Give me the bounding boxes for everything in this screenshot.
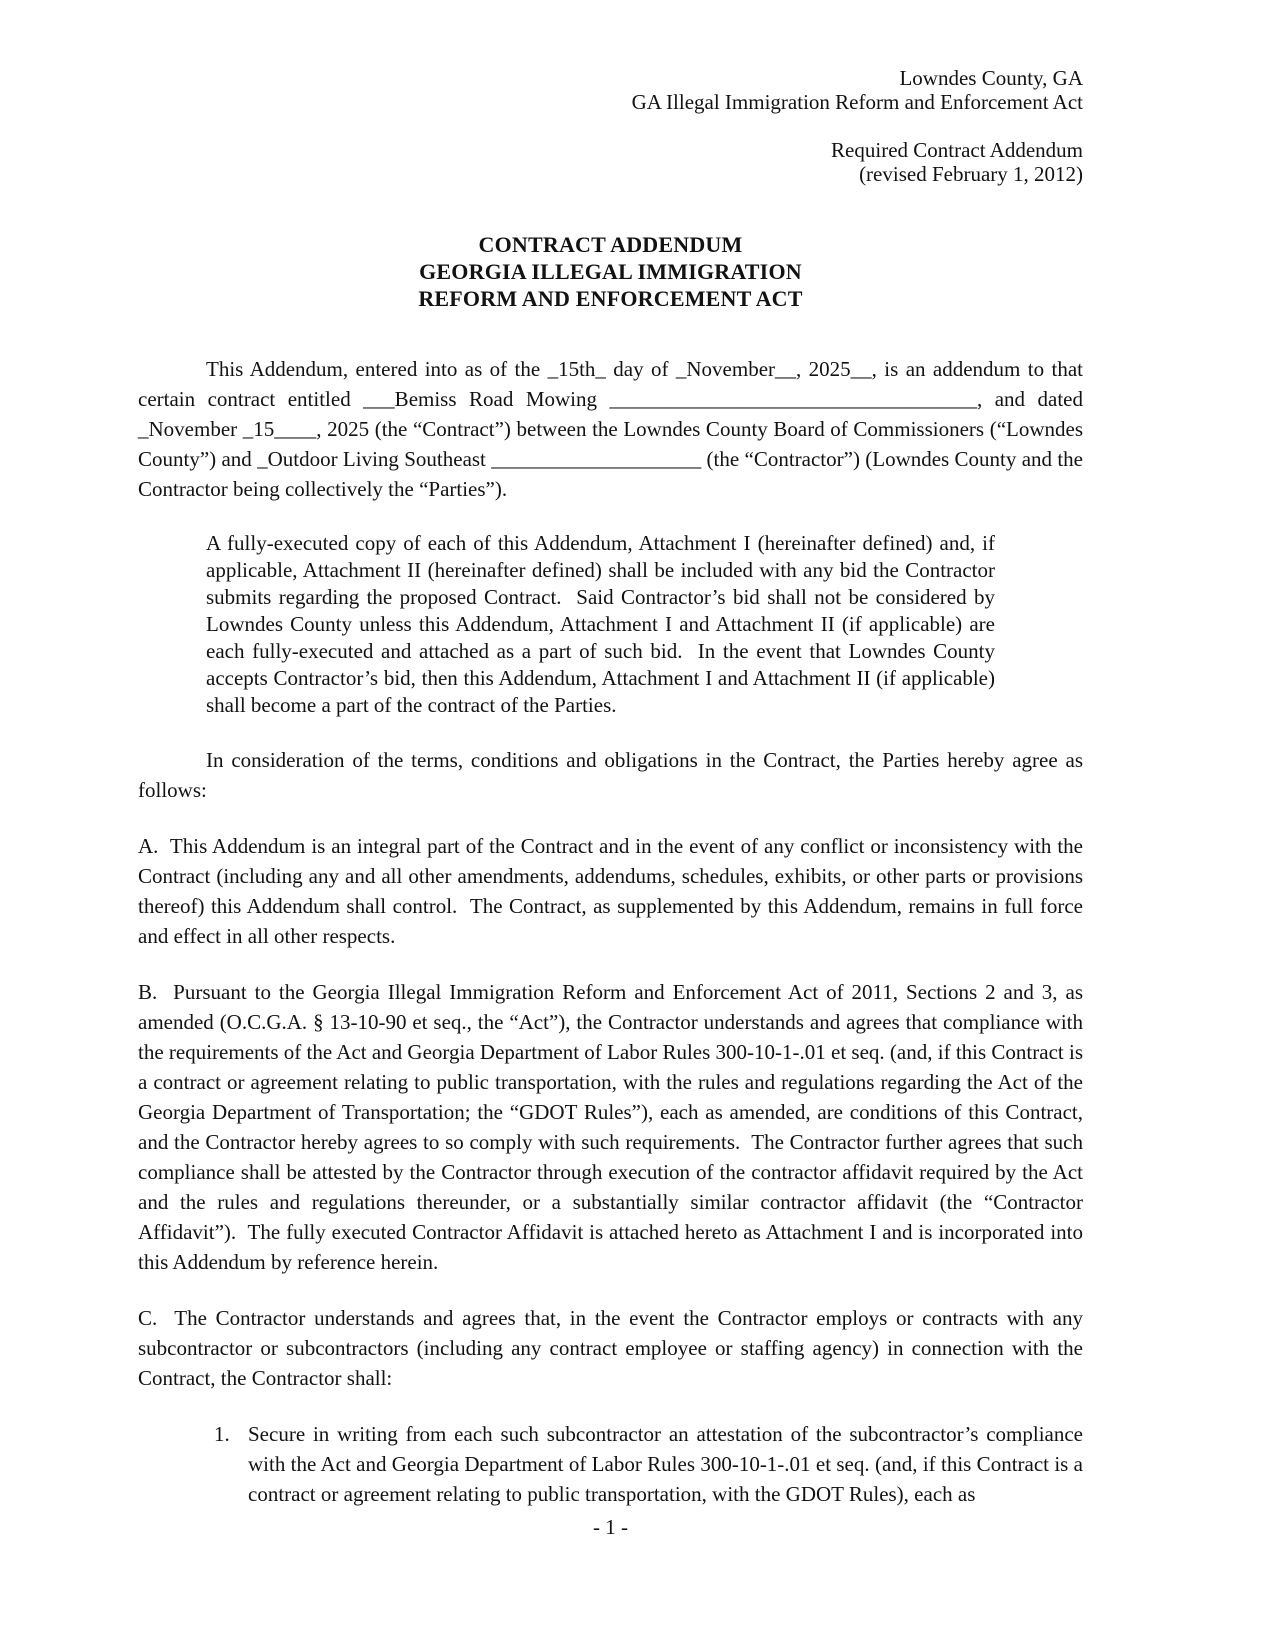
bid-requirements-paragraph: A fully-executed copy of each of this Addendum, Attachment I (hereinafter defined) and, if applicable, Attachment II (hereinafter defined) shall be included with any bid the Contractor submits regarding the proposed Contract. Said Contractor’s bid shall not be considered by Lowndes County unless this Addendum, Attachment I and Attachment II (if applicable) are each fully-executed and attached as a part of such bid. In the event that Lowndes County accepts Contractor’s bid, then this Addendum, Attachment I and Attachment II (if applicable) shall become a part of the contract of the Parties. — [206, 531, 1001, 717]
intro-paragraph: This Addendum, entered into as of the _15th_ day of _November__, 2025__, is an addendum to that certain contract entitled ___Bemiss Road Mowing ___________________________________, and dated _November _15____, 2025 (the “Contract”) between the Lowndes County Board of Commissioners (“Lowndes County”) and _Outdoor Living Southeast ____________________ (the “Contractor”) (Lowndes County and the Contractor being collectively the “Parties”). — [138, 357, 1089, 501]
page-number: - 1 - — [593, 1515, 628, 1539]
section-b-paragraph: B. Pursuant to the Georgia Illegal Immigration Reform and Enforcement Act of 2011, Sections 2 and 3, as amended (O.C.G.A. § 13-10-90 et seq., the “Act”), the Contractor understands and agrees that compliance with the requirements of the Act and Georgia Department of Labor Rules 300-10-1-.01 et seq. (and, if this Contract is a contract or agreement relating to public transportation, with the rules and regulations regarding the Act of the Georgia Department of Transportation; the “GDOT Rules”), each as amended, are conditions of this Contract, and the Contractor hereby agrees to so comply with such requirements. The Contractor further agrees that such compliance shall be attested by the Contractor through execution of the contractor affidavit required by the Act and the rules and regulations thereunder, or a substantially similar contractor affidavit (the “Contractor Affidavit”). The fully executed Contractor Affidavit is attached hereto as Attachment I and is incorporated into this Addendum by reference herein. — [138, 980, 1089, 1274]
section-c-paragraph: C. The Contractor understands and agrees that, in the event the Contractor employs or contracts with any subcontractor or subcontractors (including any contract employee or staffing agency) in connection with the Contract, the Contractor shall: — [138, 1306, 1089, 1390]
subcontractor-obligations-list — [214, 1419, 1089, 1509]
header-county-line: Lowndes County, GA — [899, 66, 1083, 90]
document-header — [138, 66, 1083, 186]
consideration-paragraph: In consideration of the terms, conditions and obligations in the Contract, the Parties hereby agree as follows: — [138, 748, 1089, 802]
title-line-3: REFORM AND ENFORCEMENT ACT — [418, 286, 803, 311]
list-item-text: Secure in writing from each such subcontractor an attestation of the subcontractor’s compliance with the Act and Georgia Department of Labor Rules 300-10-1-.01 et seq. (and, if this Contract is a contract or agreement relating to public transportation, with the GDOT Rules), each as — [248, 1422, 1089, 1506]
title-line-1: CONTRACT ADDENDUM — [478, 232, 743, 257]
header-revised-date-line: (revised February 1, 2012) — [859, 162, 1083, 186]
header-required-addendum-line: Required Contract Addendum — [831, 138, 1083, 162]
title-line-2: GEORGIA ILLEGAL IMMIGRATION — [419, 259, 802, 284]
header-act-line: GA Illegal Immigration Reform and Enforcement Act — [631, 90, 1083, 114]
document-title — [138, 231, 1083, 312]
list-item — [214, 1419, 1089, 1509]
header-spacer — [138, 114, 1083, 138]
section-a-paragraph: A. This Addendum is an integral part of the Contract and in the event of any conflict or inconsistency with the Contract (including any and all other amendments, addendums, schedules, exhibits, or other parts or provisions thereof) this Addendum shall control. The Contract, as supplemented by this Addendum, remains in full force and effect in all other respects. — [138, 834, 1089, 948]
list-item-number: 1. — [214, 1422, 230, 1446]
